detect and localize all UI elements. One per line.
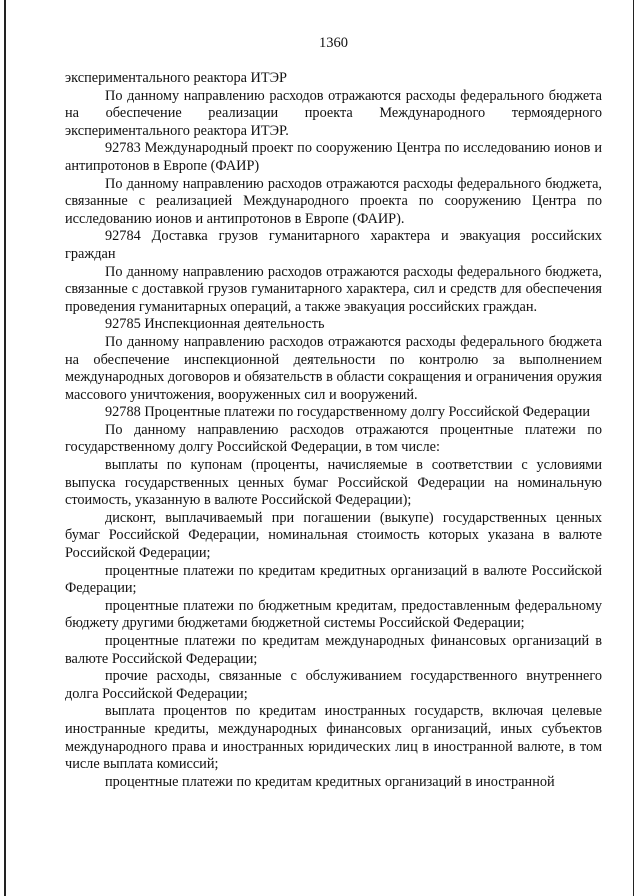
paragraph: По данному направлению расходов отражаются процентные платежи по государственному долгу Российской Федерации, в том числе: xyxy=(65,421,602,456)
page-number: 1360 xyxy=(319,35,348,51)
list-item: процентные платежи по кредитам кредитных организаций в иностранной xyxy=(105,773,555,790)
list-item: выплаты по купонам (проценты, начисляемые в соответствии с условиями выпуска государственных ценных бумаг Российской Федерации на номинальную стоимость, указанную в валюте Российской Федерации); xyxy=(65,457,602,509)
section-heading: 92788 Процентные платежи по государственному долгу Российской Федерации xyxy=(105,404,591,421)
list-item: прочие расходы, связанные с обслуживанием государственного внутреннего долга Российской Федерации; xyxy=(65,668,602,702)
section-heading: 92783 Международный проект по сооружению Центра по исследованию ионов и антипротонов в Европе (ФАИР) xyxy=(65,140,602,174)
section-heading: 92785 Инспекционная деятельность xyxy=(105,316,325,333)
scan-left-edge xyxy=(4,0,6,896)
list-item: процентные платежи по кредитам кредитных организаций в валюте Российской Федерации; xyxy=(65,562,602,597)
paragraph: экспериментального реактора ИТЭР xyxy=(65,70,287,86)
document-body xyxy=(65,70,602,791)
paragraph: По данному направлению расходов отражаются расходы федерального бюджета на обеспечение инспекционной деятельности по контролю за выполнением международных договоров и обязательств в области сокращения и ограничения оружия массового уничтожения, вооруженных сил и вооружений. xyxy=(65,333,602,403)
list-item: процентные платежи по кредитам международных финансовых организаций в валюте Российской Федерации; xyxy=(65,633,602,667)
paragraph: По данному направлению расходов отражаются расходы федерального бюджета, связанные с доставкой грузов гуманитарного характера, сил и средств для обеспечения проведения гуманитарных операций, а также эвакуация российских граждан. xyxy=(65,263,602,315)
paragraph: По данному направлению расходов отражаются расходы федерального бюджета на обеспечение реализации проекта Международного термоядерного экспериментального реактора ИТЭР. xyxy=(65,87,602,139)
section-heading: 92784 Доставка грузов гуманитарного характера и эвакуация российских граждан xyxy=(65,228,602,262)
list-item: процентные платежи по бюджетным кредитам, предоставленным федеральному бюджету другими бюджетами бюджетной системы Российской Федерации; xyxy=(65,597,602,632)
list-item: дисконт, выплачиваемый при погашении (выкупе) государственных ценных бумаг Российской Федерации, номинальная стоимость которых указана в валюте Российской Федерации; xyxy=(65,509,602,562)
paragraph: По данному направлению расходов отражаются расходы федерального бюджета, связанные с реализацией Международного проекта по сооружению Центра по исследованию ионов и антипротонов в Европе (ФАИР). xyxy=(65,175,602,227)
scan-right-edge xyxy=(633,0,635,896)
list-item: выплата процентов по кредитам иностранных государств, включая целевые иностранные кредиты, международных финансовых организаций, иных субъектов международного права и иностранных юридических лиц в иностранной валюте, в том числе выплата комиссий; xyxy=(65,703,602,773)
